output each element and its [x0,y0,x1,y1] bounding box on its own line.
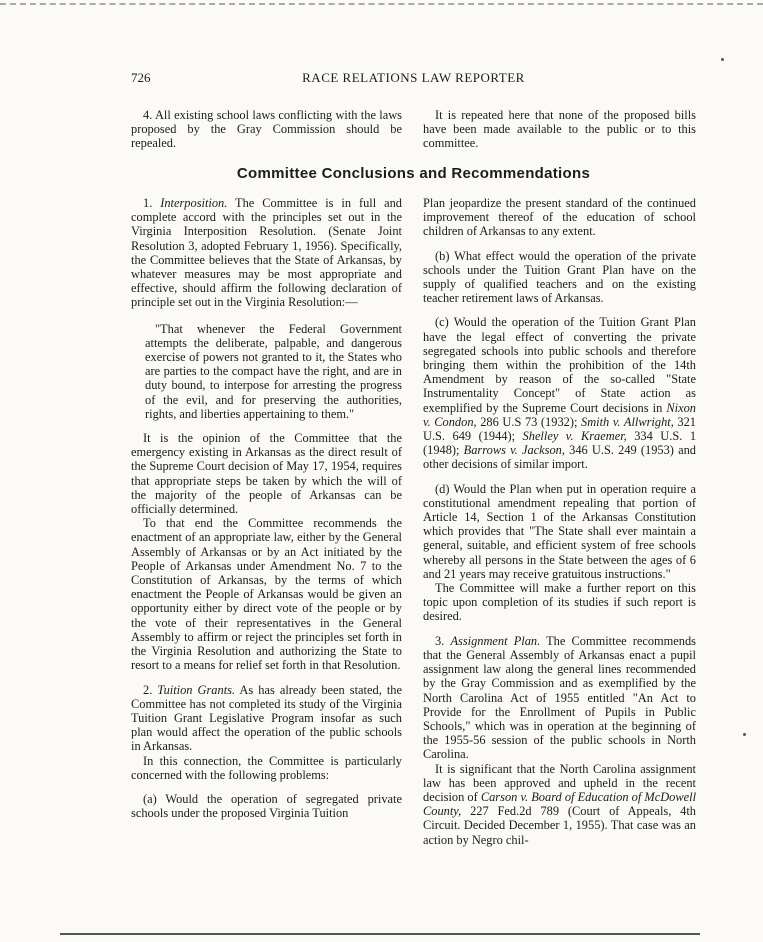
block-quote: "That whenever the Federal Government attempts the deliberate, palpable, and dangerous exercise of powers not granted to it, the States who are parties to the compact have the right, and are in duty bound, to interpose for arresting the progress of the evil, and for preserving the authorities, rights, and liberties appertaining to them." [145,321,402,421]
interposition-title: Interposition. [160,196,228,210]
bottom-rule [60,933,700,935]
recommendation-paragraph: To that end the Committee recommends the enactment of an appropriate law, either by the General Assembly of Arkansas or by an Act initiated by the People of Arkansas under Amendment No. 7 to the Constitution of Arkansas, by the terms of which enactment the People of Arkansas would be given an opportunity either by direct vote of the people or by the vote of their representatives in the General Assembly to affirm or reject the principles set forth in the Virginia Resolution and authorizing the State to resort to a means for relief set forth in that Resolution. [131,516,402,673]
page-number: 726 [131,70,151,85]
case-nixon: Nixon v. Condon, [423,400,696,429]
carson-paragraph: It is significant that the North Carolina assignment law has been approved and upheld in the recent decision of Carson v. Board of Education of McDowell County, 227 Fed.2d 789 (Court of Appeals, 4th Circuit. Decided December 1, 1955). That case was an action by Negro chil- [423,761,697,847]
assignment-plan-title: Assignment Plan. [450,633,541,648]
tuition-grants-paragraph: 2. Tuition Grants. As has already been stated, the Committee has not completed its study of the Virginia Tuition Grant Legislative Program insofar as such plan would affect the operation of the public schools in Arkansas. [131,682,402,754]
repeated-note-text: It is repeated here that none of the proposed bills have been made available to the public or to this committee. [423,108,696,151]
problem-b-paragraph: (b) What effect would the operation of the private schools under the Tuition Grant Plan have on the supply of qualified teachers and on the existing teacher retirement laws of Arkansas. [423,248,696,306]
concern-paragraph: In this connection, the Committee is particularly concerned with the following problems: [131,753,402,782]
case-shelley: Shelley v. Kraemer, [522,429,627,444]
scan-speck [721,58,724,61]
running-title: RACE RELATIONS LAW REPORTER [302,70,525,85]
section-heading: Committee Conclusions and Recommendations [236,165,591,182]
item-4-text: 4. All existing school laws conflicting with the laws proposed by the Gray Commission should be repealed. [131,108,402,151]
assignment-plan-paragraph: 3. Assignment Plan. The Committee recommends that the General Assembly of Arkansas enact a pupil assignment law along the general lines recommended by the Gray Commission and as exemplified by the North Carolina Act of 1955 entitled "An Act to Provide for the Enrollment of Pupils in Public Schools," which was in operation at the beginning of the 1955-56 session of the public schools in North Carolina. [423,633,697,762]
continued-paragraph: Plan jeopardize the present standard of the continued improvement thereof of the education of school children of Arkansas to any extent. [423,196,696,239]
top-left-paragraph [131,108,402,151]
case-barrows: Barrows v. Jackson, [463,443,565,458]
right-column [423,196,696,847]
further-report-paragraph: The Committee will make a further report on this topic upon completion of its studies if such report is desired. [423,581,696,624]
left-column [131,196,402,820]
interposition-paragraph: 1. Interposition. The Committee is in full and complete accord with the principles set out in the Virginia Interposition Resolution. (Senate Joint Resolution 3, adopted February 1, 1956). Specifically, the Committee believes that the State of Arkansas, by whatever measures may be most appropriate and effective, should affirm the following declaration of principle set out in the Virginia Resolution:— [131,196,402,310]
problem-c-paragraph: (c) Would the operation of the Tuition Grant Plan have the legal effect of converting the private segregated schools into public schools and therefore bringing them within the prohibition of the 14th Amendment by reason of the so-called "State Instrumentality Concept" of State action as exemplified by the Supreme Court decisions in Nixon v. Condon, 286 U.S 73 (1932); Smith v. Allwright, 321 U.S. 649 (1944); Shelley v. Kraemer, 334 U.S. 1 (1948); Barrows v. Jackson, 346 U.S. 249 (1953) and other decisions of similar import. [423,315,697,472]
opinion-paragraph: It is the opinion of the Committee that the emergency existing in Arkansas as the direct result of the Supreme Court decision of May 17, 1954, requires that appropriate steps be taken by which the will of the majority of the people of Arkansas can be officially determined. [131,431,402,517]
scan-speck [743,733,746,736]
problem-d-paragraph: (d) Would the Plan when put in operation require a constitutional amendment repealing that portion of Article 14, Section 1 of the Arkansas Constitution which provides that "The State shall ever maintain a general, suitable, and efficient system of free schools whereby all persons in the State between the ages of 6 and 21 years may receive gratuitous instructions." [423,481,696,581]
case-carson: Carson v. Board of Education of McDowell County, [423,789,697,819]
problem-a-paragraph: (a) Would the operation of segregated private schools under the proposed Virginia Tuition [131,791,402,821]
case-smith: Smith v. Allwright, [581,414,674,429]
tuition-grants-title: Tuition Grants. [157,682,236,697]
top-right-paragraph [423,108,696,151]
page-header [131,70,696,90]
scan-edge-dashes [0,3,763,5]
